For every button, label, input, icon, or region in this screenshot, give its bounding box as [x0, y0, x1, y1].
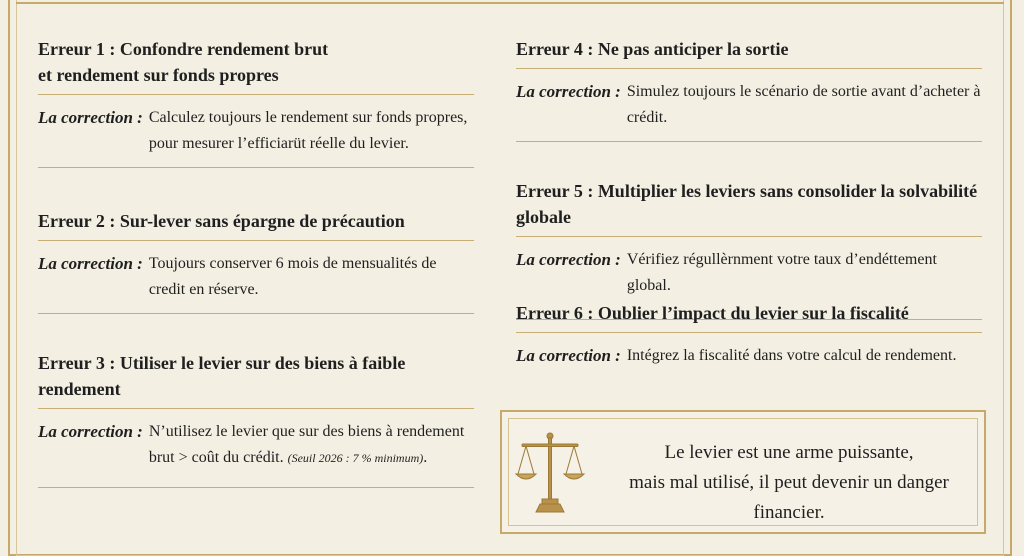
- correction-text: Vérifiez régullèrnment votre taux d’endéttement global.: [626, 251, 937, 294]
- error-4: [516, 36, 982, 142]
- seuil-note: (Seuil 2026 : 7 % minimum): [287, 451, 424, 465]
- error-2-correction: [38, 241, 474, 314]
- correction-label: La correction :: [516, 346, 621, 365]
- error-1-title: Erreur 1 : Confondre rendement brut et rendement sur fonds propres: [38, 36, 474, 95]
- top-rule: [16, 2, 1004, 4]
- quote-line-2: mais mal utilisé, il peut devenir un danger financier.: [629, 472, 949, 523]
- quote-line-1: Le levier est une arme puissante,: [664, 442, 914, 463]
- correction-text: Intégrez la fiscalité dans votre calcul de rendement.: [626, 347, 957, 364]
- correction-label: La correction :: [38, 254, 143, 273]
- error-3: [38, 350, 474, 488]
- error-2: [38, 208, 474, 314]
- error-2-title: Erreur 2 : Sur-lever sans épargne de précaution: [38, 208, 474, 241]
- correction-label: La correction :: [38, 422, 143, 441]
- correction-text: Simulez toujours le scénario de sortie avant d’acheter à crédit.: [626, 83, 981, 126]
- error-5: [516, 178, 982, 320]
- error-1: [38, 36, 474, 168]
- quote-box: [500, 410, 986, 534]
- correction-text: [149, 419, 474, 471]
- error-4-title: Erreur 4 : Ne pas anticiper la sortie: [516, 36, 982, 69]
- error-3-correction: [38, 409, 474, 488]
- quote-text: [598, 438, 980, 528]
- seuil-suffix: .: [423, 449, 428, 466]
- error-6: [516, 300, 982, 379]
- correction-label: La correction :: [516, 250, 621, 269]
- correction-text: Calculez toujours le rendement sur fonds propres, pour mesurer l’efficiarüt réelle du levier.: [148, 109, 468, 152]
- error-6-title: Erreur 6 : Oublier l’impact du levier sur la fiscalité: [516, 300, 982, 333]
- correction-text-main: N’utilisez le levier que sur des biens à rendement brut > coût du crédit.: [148, 423, 465, 466]
- error-4-correction: [516, 69, 982, 142]
- correction-text: Toujours conserver 6 mois de mensualités de credit en réserve.: [148, 255, 437, 298]
- error-1-correction: [38, 95, 474, 168]
- error-6-correction: [516, 333, 982, 379]
- scales-of-justice-icon: [514, 430, 586, 514]
- correction-label: La correction :: [516, 82, 621, 101]
- error-5-title: Erreur 5 : Multiplier les leviers sans consolider la solvabilité globale: [516, 178, 982, 237]
- error-3-title: Erreur 3 : Utiliser le levier sur des biens à faible rendement: [38, 350, 474, 409]
- correction-label: La correction :: [38, 108, 143, 127]
